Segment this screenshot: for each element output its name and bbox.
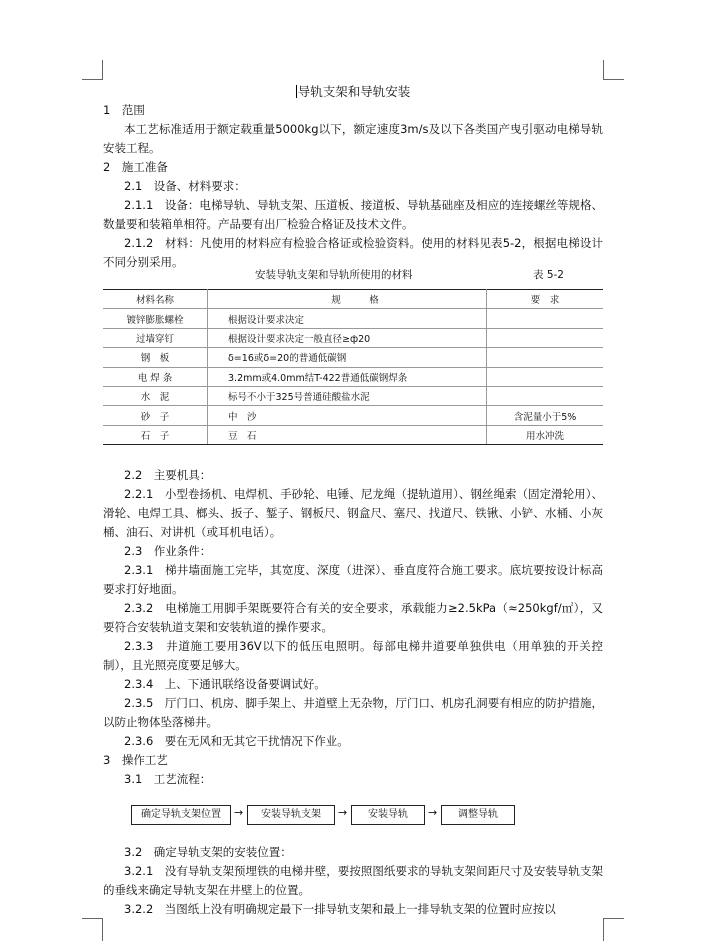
materials-table: [103, 289, 603, 445]
table-cell: 砂 子: [103, 406, 208, 425]
crop-mark-br-h: [603, 918, 624, 919]
para-2-1-2: 2.1.2 材料：凡使用的材料应有检验合格证或检验资料。使用的材料见表5-2，根据电梯设计不同分别采用。: [103, 236, 603, 269]
para-2-3-2: 2.3.2 电梯施工用脚手架既要符合有关的安全要求，承载能力≥2.5kPa（≈250kgf/㎡），又要符合安装轨道支架和安装轨道的操作要求。: [103, 601, 603, 634]
flow-step: 确定导轨支架位置: [131, 805, 231, 825]
table-cell: δ=16或δ=20的普通低碳钢: [208, 348, 487, 367]
table-cell: 电 焊 条: [103, 367, 208, 386]
flow-step: 安装导轨: [351, 805, 425, 825]
table-cell: [487, 367, 604, 386]
table-cell: 中 沙: [208, 406, 487, 425]
table-cell: 根据设计要求决定: [208, 309, 487, 328]
para-2-3-3: 2.3.3 井道施工要用36V以下的低压电照明。每部电梯井道要单独供电（用单独的开关控制），且光照亮度要足够大。: [103, 639, 603, 672]
heading-3: 3 操作工艺: [103, 753, 168, 767]
table-row: [103, 406, 603, 425]
para-2-1-1: 2.1.1 设备：电梯导轨、导轨支架、压道板、接道板、导轨基础座及相应的连接螺丝等规格、数量要和装箱单相符。产品要有出厂检验合格证及技术文件。: [103, 198, 603, 231]
crop-mark-tr-h: [603, 79, 624, 80]
table-cell: 标号不小于325号普通硅酸盐水泥: [208, 386, 487, 405]
flow-arrow: →: [428, 806, 438, 819]
flow-step: 安装导轨支架: [247, 805, 335, 825]
para-2-2: 2.2 主要机具：: [124, 468, 212, 482]
heading-1: 1 范围: [103, 103, 145, 117]
table-row: [103, 309, 603, 328]
crop-mark-br-v: [603, 918, 604, 941]
para-3-2-1: 3.2.1 没有导轨支架预埋铁的电梯井壁，要按照图纸要求的导轨支架间距尺寸及安装导轨支架的垂线来确定导轨支架在井壁上的位置。: [103, 864, 603, 897]
section-2-2: [103, 466, 603, 789]
section-1: [103, 101, 603, 272]
table-header-cell: 材料名称: [103, 290, 208, 309]
flow-arrow: →: [338, 806, 348, 819]
crop-mark-tl-h: [82, 79, 103, 80]
para-2-3-1: 2.3.1 梯井墙面施工完毕，其宽度、深度（进深）、垂直度符合施工要求。底坑要按设计标高要求打好地面。: [103, 563, 603, 596]
table-header-row: [103, 290, 603, 309]
table-cell: [487, 328, 604, 347]
table-header-cell: 要 求: [487, 290, 604, 309]
table-cell: 含泥量小于5%: [487, 406, 604, 425]
para-2-2-1: 2.2.1 小型卷扬机、电焊机、手砂轮、电锤、尼龙绳（提轨道用）、钢丝绳索（固定滑轮用）、滑轮、电焊工具、榔头、扳子、錾子、钢板尺、钢盒尺、塞尺、找道尺、铁锹、小铲、水桶、小灰桶、油石、对讲机（或耳机电话）。: [103, 487, 603, 539]
crop-mark-bl-h: [82, 918, 103, 919]
table-cell: [487, 386, 604, 405]
crop-mark-bl-v: [102, 918, 103, 941]
title-text: 导轨支架和导轨安装: [297, 84, 411, 99]
table-row: [103, 386, 603, 405]
para-3-2-2: 3.2.2 当图纸上没有明确规定最下一排导轨支架和最上一排导轨支架的位置时应按以: [124, 902, 556, 916]
para-1: 本工艺标准适用于额定载重量5000kg以下，额定速度3m/s及以下各类国产曳引驱动电梯导轨安装工程。: [103, 122, 603, 155]
table-cell: 水 泥: [103, 386, 208, 405]
table-row: [103, 425, 603, 444]
table-header-cell: 规 格: [208, 290, 487, 309]
para-2-3: 2.3 作业条件：: [124, 544, 212, 558]
table-row: [103, 348, 603, 367]
para-2-1: 2.1 设备、材料要求：: [124, 179, 246, 193]
table-cell: 3.2mm或4.0mm结T-422普通低碳钢焊条: [208, 367, 487, 386]
table-cell: [487, 309, 604, 328]
document-title: [0, 82, 706, 100]
table-cell: [487, 348, 604, 367]
flow-arrow: →: [234, 806, 244, 819]
table-cell: 用水冲洗: [487, 425, 604, 444]
table-caption-number: 表 5-2: [533, 269, 564, 281]
table-cell: 过墙穿钉: [103, 328, 208, 347]
para-2-3-4: 2.3.4 上、下通讯联络设备要调试好。: [124, 677, 326, 691]
table-cell: 镀锌膨胀螺栓: [103, 309, 208, 328]
para-3-1: 3.1 工艺流程：: [124, 772, 212, 786]
table-cell: 根据设计要求决定一般直径≥ф20: [208, 328, 487, 347]
table-row: [103, 328, 603, 347]
heading-2: 2 施工准备: [103, 160, 168, 174]
table-caption-title: 安装导轨支架和导轨所使用的材料: [255, 269, 413, 281]
table-cell: 钢 板: [103, 348, 208, 367]
section-3-2: [103, 843, 603, 919]
text-cursor: [296, 85, 297, 98]
table-cell: 石 子: [103, 425, 208, 444]
flow-step: 调整导轨: [441, 805, 515, 825]
table-row: [103, 367, 603, 386]
para-3-2: 3.2 确定导轨支架的安装位置：: [124, 845, 292, 859]
para-2-3-5: 2.3.5 厅门口、机房、脚手架上、井道壁上无杂物，厅门口、机房孔洞要有相应的防护措施，以防止物体坠落梯井。: [103, 696, 603, 729]
crop-mark-tl-v: [102, 60, 103, 80]
table-cell: 豆 石: [208, 425, 487, 444]
para-2-3-6: 2.3.6 要在无风和无其它干扰情况下作业。: [124, 734, 349, 748]
crop-mark-tr-v: [603, 60, 604, 80]
